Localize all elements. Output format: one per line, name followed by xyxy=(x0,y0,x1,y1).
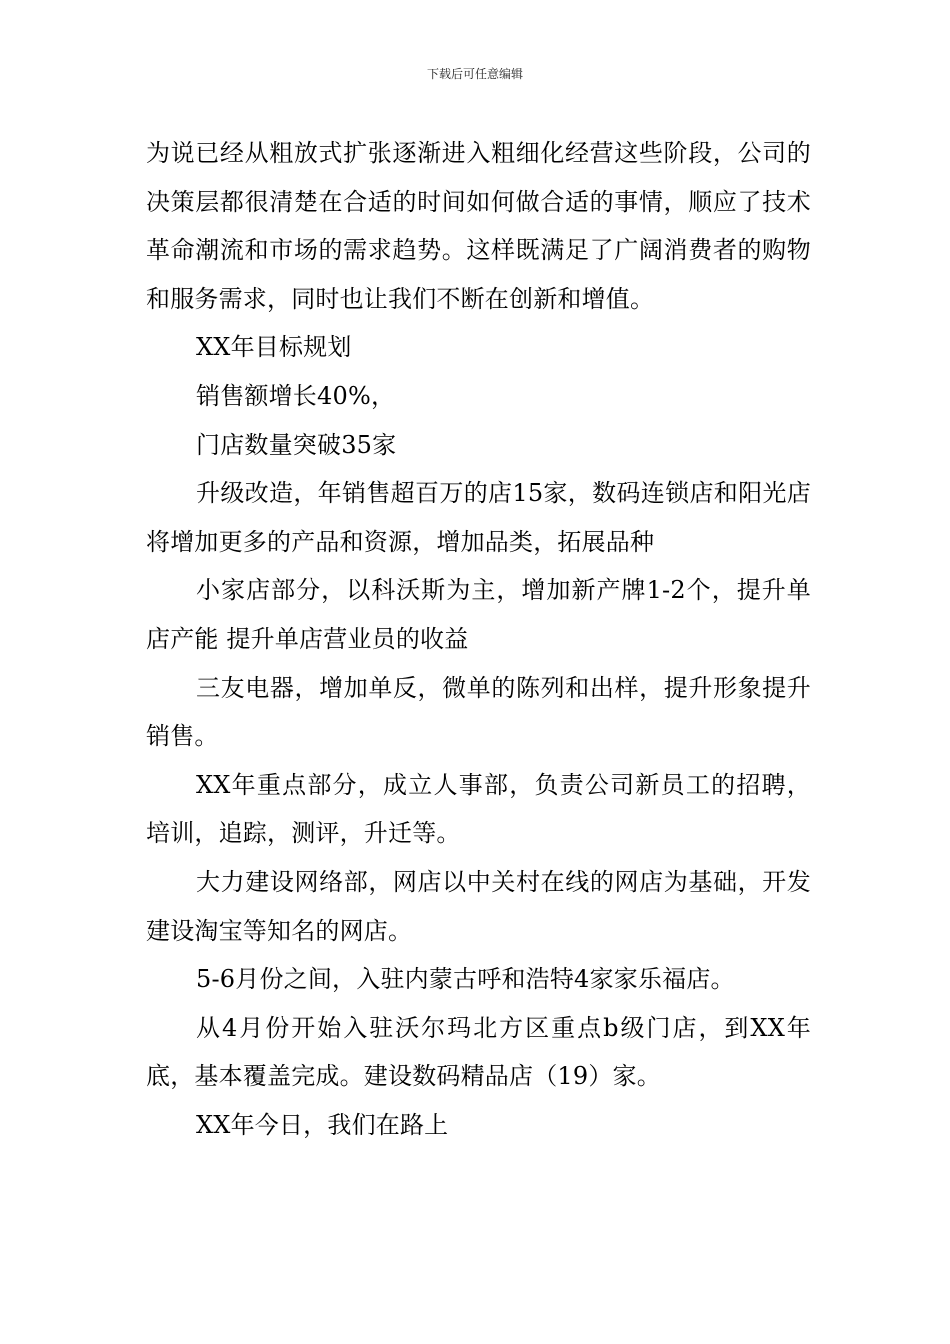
paragraph-2: XX年目标规划 xyxy=(196,333,352,362)
paragraph-7: 三友电器，增加单反，微单的陈列和出样，提升形象提升销售。 xyxy=(146,673,811,751)
paragraph-4: 门店数量突破35家 xyxy=(196,430,397,459)
page-header: 下载后可任意编辑 xyxy=(426,67,523,81)
paragraph-6: 小家店部分，以科沃斯为主，增加新产牌1-2个，提升单店产能 提升单店营业员的收益 xyxy=(146,576,811,653)
paragraph-3: 销售额增长40%， xyxy=(196,381,396,410)
paragraph-11: 从4月份开始入驻沃尔玛北方区重点b级门店，到XX年底，基本覆盖完成。建设数码精品店（19）家。 xyxy=(146,1013,811,1091)
document-body xyxy=(146,129,811,1149)
paragraph-5: 升级改造，年销售超百万的店15家，数码连锁店和阳光店将增加更多的产品和资源，增加品类，拓展品种 xyxy=(146,479,811,556)
paragraph-12: XX年今日，我们在路上 xyxy=(196,1110,449,1139)
paragraph-10: 5-6月份之间，入驻内蒙古呼和浩特4家家乐福店。 xyxy=(196,965,735,994)
paragraph-9: 大力建设网络部，网店以中关村在线的网店为基础，开发建设淘宝等知名的网店。 xyxy=(146,867,811,945)
paragraph-1: 为说已经从粗放式扩张逐渐进入粗细化经营这些阶段，公司的决策层都很清楚在合适的时间如何做合适的事情，顺应了技术革命潮流和市场的需求趋势。这样既满足了广阔消费者的购物和服务需求，同时也让我们不断在创新和增值。 xyxy=(146,139,811,313)
paragraph-8: XX年重点部分，成立人事部，负责公司新员工的招聘，培训，追踪，测评，升迁等。 xyxy=(146,770,811,848)
